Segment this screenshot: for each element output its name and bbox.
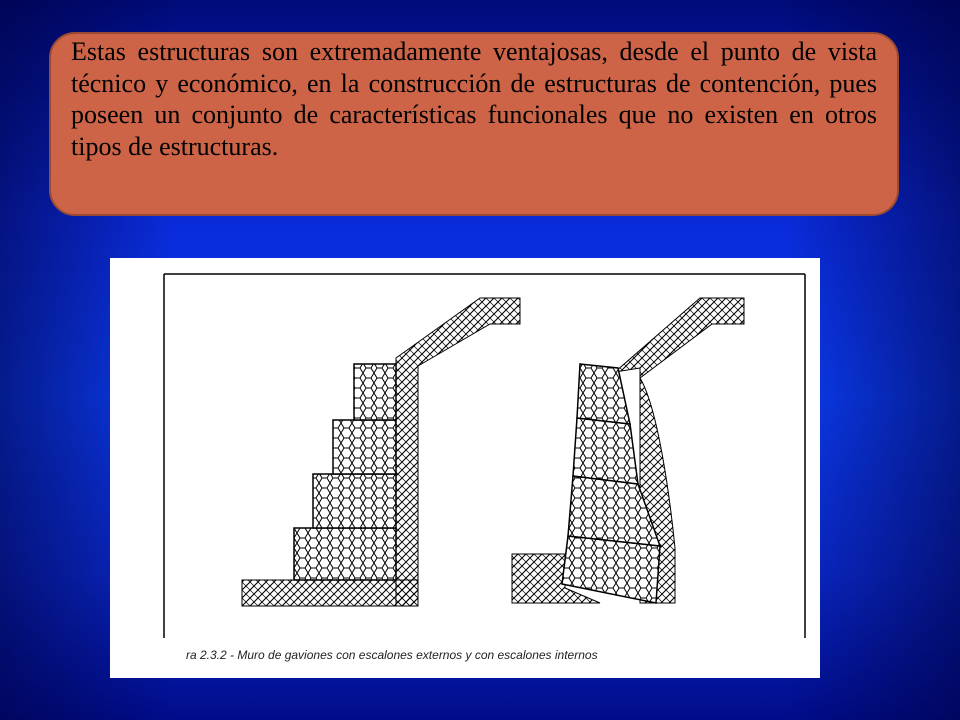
left-gabion-2 xyxy=(313,474,396,528)
gabion-wall-figure xyxy=(110,258,820,678)
right-gabion-4 xyxy=(577,364,630,424)
left-gabion-4 xyxy=(354,364,396,420)
right-gabion-3 xyxy=(573,418,638,484)
gabion-wall-diagram xyxy=(110,258,820,678)
left-gabion-3 xyxy=(333,420,396,474)
figure-caption: ra 2.3.2 - Muro de gaviones con escalones externos y con escalones internos xyxy=(186,648,598,662)
left-base-soil xyxy=(242,580,418,606)
slide-paragraph: Estas estructuras son extremadamente ventajosas, desde el punto de vista técnico y económico, en la construcción de estructuras de contención, pues poseen un conjunto de características funcionales que no existen en otros tipos de estructuras. xyxy=(71,37,877,161)
left-backfill-soil xyxy=(396,298,520,606)
text-box xyxy=(49,32,899,216)
left-gabion-1 xyxy=(294,528,396,580)
